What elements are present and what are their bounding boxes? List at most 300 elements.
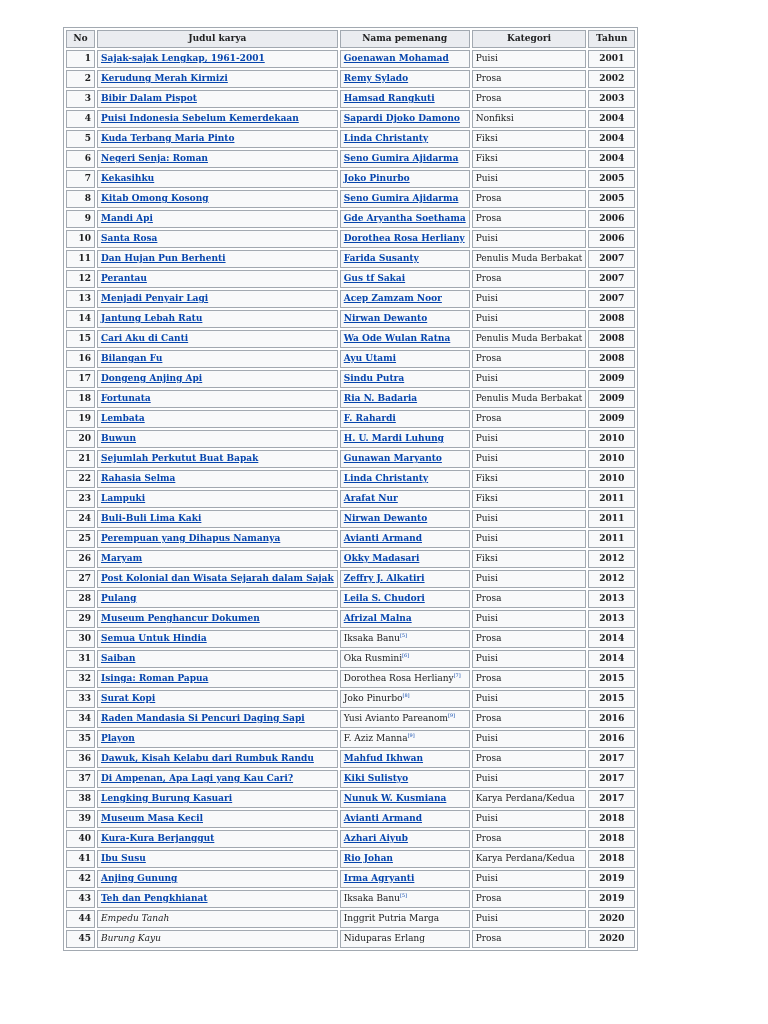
- winner-cell: [340, 570, 470, 588]
- category-cell: Puisi: [472, 230, 587, 248]
- winner-link[interactable]: Okky Madasari: [343, 554, 420, 564]
- year-cell: 2016: [588, 730, 635, 748]
- title-cell: [97, 570, 338, 588]
- winner-link[interactable]: Avianti Armand: [343, 534, 423, 544]
- title-cell: [97, 410, 338, 428]
- table-row: [66, 370, 635, 388]
- row-number: 21: [66, 450, 95, 468]
- title-cell: [97, 890, 338, 908]
- winner-cell: [340, 430, 470, 448]
- year-cell: 2019: [588, 870, 635, 888]
- header-year: Tahun: [588, 30, 635, 48]
- row-number: 25: [66, 530, 95, 548]
- title-link[interactable]: Post Kolonial dan Wisata Sejarah dalam Sajak: [101, 574, 334, 584]
- category-cell: Prosa: [472, 890, 587, 908]
- title-link[interactable]: Saiban: [101, 654, 136, 664]
- winner-cell: [340, 810, 470, 828]
- winner-text: Niduparas Erlang: [343, 934, 425, 944]
- winner-link[interactable]: Nunuk W. Kusmiana: [343, 794, 447, 804]
- title-link[interactable]: Santa Rosa: [101, 234, 158, 244]
- title-cell: [97, 350, 338, 368]
- title-link[interactable]: Sajak-sajak Lengkap, 1961-2001: [101, 54, 265, 64]
- year-cell: 2010: [588, 470, 635, 488]
- winner-cell: [340, 470, 470, 488]
- category-cell: Prosa: [472, 190, 587, 208]
- row-number: 2: [66, 70, 95, 88]
- year-cell: 2008: [588, 310, 635, 328]
- title-cell: [97, 850, 338, 868]
- table-row: [66, 730, 635, 748]
- winner-link[interactable]: Seno Gumira Ajidarma: [343, 154, 459, 164]
- title-cell: [97, 50, 338, 68]
- table-row: [66, 170, 635, 188]
- category-cell: Puisi: [472, 310, 587, 328]
- table-row: [66, 310, 635, 328]
- year-cell: 2014: [588, 630, 635, 648]
- title-cell: [97, 690, 338, 708]
- title-cell: [97, 310, 338, 328]
- title-link[interactable]: Semua Untuk Hindia: [101, 634, 207, 644]
- table-row: [66, 910, 635, 928]
- title-link[interactable]: Lampuki: [101, 494, 146, 504]
- reference-link[interactable]: [9]: [447, 713, 456, 719]
- winner-cell: [340, 190, 470, 208]
- winner-link[interactable]: Joko Pinurbo: [343, 174, 410, 184]
- row-number: 8: [66, 190, 95, 208]
- winner-cell: [340, 90, 470, 108]
- year-cell: 2007: [588, 250, 635, 268]
- year-cell: 2006: [588, 230, 635, 248]
- winner-link[interactable]: Afrizal Malna: [343, 614, 412, 624]
- winner-link[interactable]: Remy Sylado: [343, 74, 409, 84]
- row-number: 24: [66, 510, 95, 528]
- winner-link[interactable]: Leila S. Chudori: [343, 594, 425, 604]
- year-cell: 2016: [588, 710, 635, 728]
- year-cell: 2008: [588, 350, 635, 368]
- winner-text: Dorothea Rosa Herliany: [343, 674, 454, 684]
- table-row: [66, 770, 635, 788]
- winner-link[interactable]: H. U. Mardi Luhung: [343, 434, 444, 444]
- winner-link[interactable]: Arafat Nur: [343, 494, 398, 504]
- category-cell: Nonfiksi: [472, 110, 587, 128]
- title-link[interactable]: Dan Hujan Pun Berhenti: [101, 254, 226, 264]
- category-cell: Puisi: [472, 370, 587, 388]
- table-row: [66, 210, 635, 228]
- title-link[interactable]: Anjing Gunung: [101, 874, 178, 884]
- category-cell: Fiksi: [472, 150, 587, 168]
- category-cell: Prosa: [472, 590, 587, 608]
- winner-link[interactable]: Linda Christanty: [343, 474, 429, 484]
- title-link[interactable]: Mandi Api: [101, 214, 153, 224]
- row-number: 11: [66, 250, 95, 268]
- category-cell: Penulis Muda Berbakat: [472, 330, 587, 348]
- winner-cell: [340, 250, 470, 268]
- winner-cell: [340, 210, 470, 228]
- table-row: [66, 230, 635, 248]
- title-cell: [97, 910, 338, 928]
- winner-cell: [340, 70, 470, 88]
- category-cell: Prosa: [472, 750, 587, 768]
- title-link[interactable]: Raden Mandasia Si Pencuri Daging Sapi: [101, 714, 305, 724]
- category-cell: Prosa: [472, 630, 587, 648]
- category-cell: Prosa: [472, 670, 587, 688]
- category-cell: Puisi: [472, 570, 587, 588]
- title-link[interactable]: Negeri Senja: Roman: [101, 154, 208, 164]
- title-cell: [97, 190, 338, 208]
- winner-cell: [340, 930, 470, 948]
- title-link[interactable]: Jantung Lebah Ratu: [101, 314, 203, 324]
- winner-link[interactable]: Nirwan Dewanto: [343, 314, 428, 324]
- row-number: 4: [66, 110, 95, 128]
- winner-link[interactable]: Mahfud Ikhwan: [343, 754, 424, 764]
- title-link[interactable]: Buli-Buli Lima Kaki: [101, 514, 202, 524]
- year-cell: 2004: [588, 130, 635, 148]
- category-cell: Puisi: [472, 910, 587, 928]
- row-number: 40: [66, 830, 95, 848]
- winner-cell: [340, 890, 470, 908]
- table-row: [66, 150, 635, 168]
- row-number: 26: [66, 550, 95, 568]
- title-cell: [97, 330, 338, 348]
- title-cell: [97, 790, 338, 808]
- winner-cell: [340, 550, 470, 568]
- winner-link[interactable]: Linda Christanty: [343, 134, 429, 144]
- title-link[interactable]: Sejumlah Perkutut Buat Bapak: [101, 454, 259, 464]
- winner-cell: [340, 610, 470, 628]
- row-number: 14: [66, 310, 95, 328]
- title-link[interactable]: Cari Aku di Canti: [101, 334, 189, 344]
- title-link[interactable]: Maryam: [101, 554, 143, 564]
- winner-cell: [340, 510, 470, 528]
- row-number: 37: [66, 770, 95, 788]
- title-cell: [97, 150, 338, 168]
- table-row: [66, 390, 635, 408]
- reference-link[interactable]: [5]: [399, 633, 408, 639]
- row-number: 32: [66, 670, 95, 688]
- year-cell: 2007: [588, 290, 635, 308]
- winner-cell: [340, 490, 470, 508]
- year-cell: 2002: [588, 70, 635, 88]
- winner-text: Yusi Avianto Pareanom: [343, 714, 448, 724]
- winner-cell: [340, 390, 470, 408]
- title-link[interactable]: Kekasihku: [101, 174, 155, 184]
- title-cell: [97, 270, 338, 288]
- category-cell: Puisi: [472, 170, 587, 188]
- row-number: 30: [66, 630, 95, 648]
- row-number: 5: [66, 130, 95, 148]
- row-number: 38: [66, 790, 95, 808]
- row-number: 36: [66, 750, 95, 768]
- winner-link[interactable]: Nirwan Dewanto: [343, 514, 428, 524]
- title-link[interactable]: Lengking Burung Kasuari: [101, 794, 233, 804]
- category-cell: Puisi: [472, 510, 587, 528]
- table-row: [66, 510, 635, 528]
- title-link[interactable]: Museum Penghancur Dokumen: [101, 614, 260, 624]
- title-link[interactable]: Dawuk, Kisah Kelabu dari Rumbuk Randu: [101, 754, 314, 764]
- winner-text: Iksaka Banu: [343, 894, 400, 904]
- title-link[interactable]: Lembata: [101, 414, 145, 424]
- year-cell: 2005: [588, 170, 635, 188]
- title-link[interactable]: Surat Kopi: [101, 694, 156, 704]
- winner-link[interactable]: Zeffry J. Alkatiri: [343, 574, 425, 584]
- row-number: 19: [66, 410, 95, 428]
- year-cell: 2011: [588, 530, 635, 548]
- title-link[interactable]: Kura-Kura Berjanggut: [101, 834, 215, 844]
- table-row: [66, 450, 635, 468]
- title-cell: [97, 750, 338, 768]
- table-row: [66, 650, 635, 668]
- winner-cell: [340, 150, 470, 168]
- winner-link[interactable]: Azhari Aiyub: [343, 834, 408, 844]
- table-row: [66, 250, 635, 268]
- title-cell: [97, 70, 338, 88]
- year-cell: 2014: [588, 650, 635, 668]
- title-cell: [97, 510, 338, 528]
- winner-cell: [340, 110, 470, 128]
- row-number: 9: [66, 210, 95, 228]
- category-cell: Karya Perdana/Kedua: [472, 850, 587, 868]
- winner-cell: [340, 170, 470, 188]
- year-cell: 2013: [588, 610, 635, 628]
- title-cell: [97, 650, 338, 668]
- table-row: [66, 330, 635, 348]
- winner-link[interactable]: Hamsad Rangkuti: [343, 94, 435, 104]
- table-row: [66, 350, 635, 368]
- winner-link[interactable]: Ayu Utami: [343, 354, 397, 364]
- title-cell: [97, 170, 338, 188]
- row-number: 45: [66, 930, 95, 948]
- year-cell: 2005: [588, 190, 635, 208]
- title-cell: [97, 770, 338, 788]
- reference-link[interactable]: [8]: [402, 693, 410, 699]
- table-row: [66, 470, 635, 488]
- category-cell: Fiksi: [472, 550, 587, 568]
- year-cell: 2017: [588, 750, 635, 768]
- winner-link[interactable]: Wa Ode Wulan Ratna: [343, 334, 451, 344]
- title-link[interactable]: Kitab Omong Kosong: [101, 194, 209, 204]
- row-number: 3: [66, 90, 95, 108]
- category-cell: Puisi: [472, 50, 587, 68]
- title-link[interactable]: Pulang: [101, 594, 137, 604]
- reference-link[interactable]: [9]: [407, 733, 415, 739]
- category-cell: Prosa: [472, 710, 587, 728]
- title-link[interactable]: Ibu Susu: [101, 854, 146, 864]
- title-link[interactable]: Perempuan yang Dihapus Namanya: [101, 534, 281, 544]
- title-link[interactable]: Isinga: Roman Papua: [101, 674, 209, 684]
- winner-cell: [340, 750, 470, 768]
- table-row: [66, 130, 635, 148]
- table-row: [66, 50, 635, 68]
- row-number: 23: [66, 490, 95, 508]
- year-cell: 2006: [588, 210, 635, 228]
- winner-link[interactable]: Seno Gumira Ajidarma: [343, 194, 459, 204]
- winner-link[interactable]: Acep Zamzam Noor: [343, 294, 442, 304]
- year-cell: 2008: [588, 330, 635, 348]
- title-link[interactable]: Playon: [101, 734, 135, 744]
- winner-cell: [340, 630, 470, 648]
- title-cell: [97, 530, 338, 548]
- title-cell: [97, 430, 338, 448]
- row-number: 35: [66, 730, 95, 748]
- category-cell: Puisi: [472, 610, 587, 628]
- title-link[interactable]: Fortunata: [101, 394, 151, 404]
- winner-link[interactable]: Gunawan Maryanto: [343, 454, 442, 464]
- year-cell: 2017: [588, 790, 635, 808]
- category-cell: Fiksi: [472, 130, 587, 148]
- category-cell: Prosa: [472, 90, 587, 108]
- category-cell: Prosa: [472, 210, 587, 228]
- header-row: [66, 30, 635, 48]
- header-title: Judul karya: [97, 30, 338, 48]
- row-number: 17: [66, 370, 95, 388]
- row-number: 33: [66, 690, 95, 708]
- title-cell: [97, 670, 338, 688]
- winner-link[interactable]: Goenawan Mohamad: [343, 54, 449, 64]
- table-row: [66, 110, 635, 128]
- row-number: 42: [66, 870, 95, 888]
- title-link[interactable]: Di Ampenan, Apa Lagi yang Kau Cari?: [101, 774, 294, 784]
- row-number: 44: [66, 910, 95, 928]
- table-row: [66, 90, 635, 108]
- title-cell: [97, 110, 338, 128]
- winner-link[interactable]: Gde Aryantha Soethama: [343, 214, 466, 224]
- winner-link[interactable]: Sindu Putra: [343, 374, 405, 384]
- year-cell: 2019: [588, 890, 635, 908]
- year-cell: 2009: [588, 370, 635, 388]
- row-number: 7: [66, 170, 95, 188]
- category-cell: Karya Perdana/Kedua: [472, 790, 587, 808]
- header-category: Kategori: [472, 30, 587, 48]
- title-link[interactable]: Perantau: [101, 274, 147, 284]
- winner-cell: [340, 870, 470, 888]
- winner-cell: [340, 50, 470, 68]
- table-row: [66, 930, 635, 948]
- year-cell: 2003: [588, 90, 635, 108]
- year-cell: 2010: [588, 430, 635, 448]
- title-cell: [97, 550, 338, 568]
- category-cell: Puisi: [472, 450, 587, 468]
- table-row: [66, 870, 635, 888]
- year-cell: 2020: [588, 930, 635, 948]
- winner-link[interactable]: Kiki Sulistyo: [343, 774, 409, 784]
- row-number: 22: [66, 470, 95, 488]
- row-number: 27: [66, 570, 95, 588]
- winner-link[interactable]: Irma Agryanti: [343, 874, 415, 884]
- category-cell: Puisi: [472, 690, 587, 708]
- winner-cell: [340, 310, 470, 328]
- title-cell: [97, 870, 338, 888]
- winner-link[interactable]: Ria N. Badaria: [343, 394, 418, 404]
- winner-cell: [340, 330, 470, 348]
- winner-cell: [340, 910, 470, 928]
- title-cell: [97, 290, 338, 308]
- title-cell: [97, 810, 338, 828]
- title-link[interactable]: Puisi Indonesia Sebelum Kemerdekaan: [101, 114, 299, 124]
- winner-text: Joko Pinurbo: [343, 694, 403, 704]
- category-cell: Prosa: [472, 830, 587, 848]
- title-cell: [97, 930, 338, 948]
- winner-cell: [340, 650, 470, 668]
- category-cell: Prosa: [472, 930, 587, 948]
- title-link[interactable]: Buwun: [101, 434, 136, 444]
- year-cell: 2018: [588, 810, 635, 828]
- reference-link[interactable]: [5]: [399, 893, 408, 899]
- winner-cell: [340, 730, 470, 748]
- winner-link[interactable]: Avianti Armand: [343, 814, 423, 824]
- title-cell: [97, 210, 338, 228]
- winner-link[interactable]: Dorothea Rosa Herliany: [343, 234, 465, 244]
- row-number: 29: [66, 610, 95, 628]
- title-link[interactable]: Menjadi Penyair Lagi: [101, 294, 209, 304]
- title-link[interactable]: Teh dan Pengkhianat: [101, 894, 208, 904]
- year-cell: 2013: [588, 590, 635, 608]
- winner-cell: [340, 450, 470, 468]
- category-cell: Puisi: [472, 290, 587, 308]
- title-cell: [97, 830, 338, 848]
- title-link[interactable]: Rahasia Selma: [101, 474, 176, 484]
- winner-cell: [340, 130, 470, 148]
- table-row: [66, 410, 635, 428]
- title-link[interactable]: Dongeng Anjing Api: [101, 374, 203, 384]
- winner-cell: [340, 670, 470, 688]
- reference-link[interactable]: [6]: [402, 653, 410, 659]
- winner-link[interactable]: Rio Johan: [343, 854, 393, 864]
- title-cell: [97, 590, 338, 608]
- reference-link[interactable]: [7]: [453, 673, 461, 679]
- year-cell: 2018: [588, 850, 635, 868]
- category-cell: Fiksi: [472, 470, 587, 488]
- category-cell: Prosa: [472, 410, 587, 428]
- year-cell: 2011: [588, 490, 635, 508]
- title-cell: [97, 130, 338, 148]
- title-link[interactable]: Museum Masa Kecil: [101, 814, 203, 824]
- winner-cell: [340, 850, 470, 868]
- table-row: [66, 570, 635, 588]
- category-cell: Puisi: [472, 430, 587, 448]
- winner-link[interactable]: Sapardi Djoko Damono: [343, 114, 460, 124]
- title-link[interactable]: Kuda Terbang Maria Pinto: [101, 134, 235, 144]
- row-number: 18: [66, 390, 95, 408]
- winner-cell: [340, 370, 470, 388]
- table-row: [66, 810, 635, 828]
- title-link[interactable]: Bilangan Fu: [101, 354, 163, 364]
- category-cell: Fiksi: [472, 490, 587, 508]
- winner-text: F. Aziz Manna: [343, 734, 408, 744]
- winner-cell: [340, 690, 470, 708]
- title-text: Empedu Tanah: [101, 914, 170, 924]
- table-row: [66, 630, 635, 648]
- title-link[interactable]: Bibir Dalam Pispot: [101, 94, 197, 104]
- table-row: [66, 590, 635, 608]
- winner-cell: [340, 790, 470, 808]
- winner-link[interactable]: F. Rahardi: [343, 414, 396, 424]
- title-link[interactable]: Kerudung Merah Kirmizi: [101, 74, 228, 84]
- year-cell: 2001: [588, 50, 635, 68]
- year-cell: 2004: [588, 150, 635, 168]
- winner-link[interactable]: Gus tf Sakai: [343, 274, 406, 284]
- winner-cell: [340, 710, 470, 728]
- winner-cell: [340, 770, 470, 788]
- table-row: [66, 290, 635, 308]
- winner-text: Oka Rusmini: [343, 654, 403, 664]
- winner-link[interactable]: Farida Susanty: [343, 254, 419, 264]
- title-cell: [97, 490, 338, 508]
- title-cell: [97, 610, 338, 628]
- row-number: 31: [66, 650, 95, 668]
- title-cell: [97, 450, 338, 468]
- title-text: Burung Kayu: [101, 934, 161, 944]
- row-number: 41: [66, 850, 95, 868]
